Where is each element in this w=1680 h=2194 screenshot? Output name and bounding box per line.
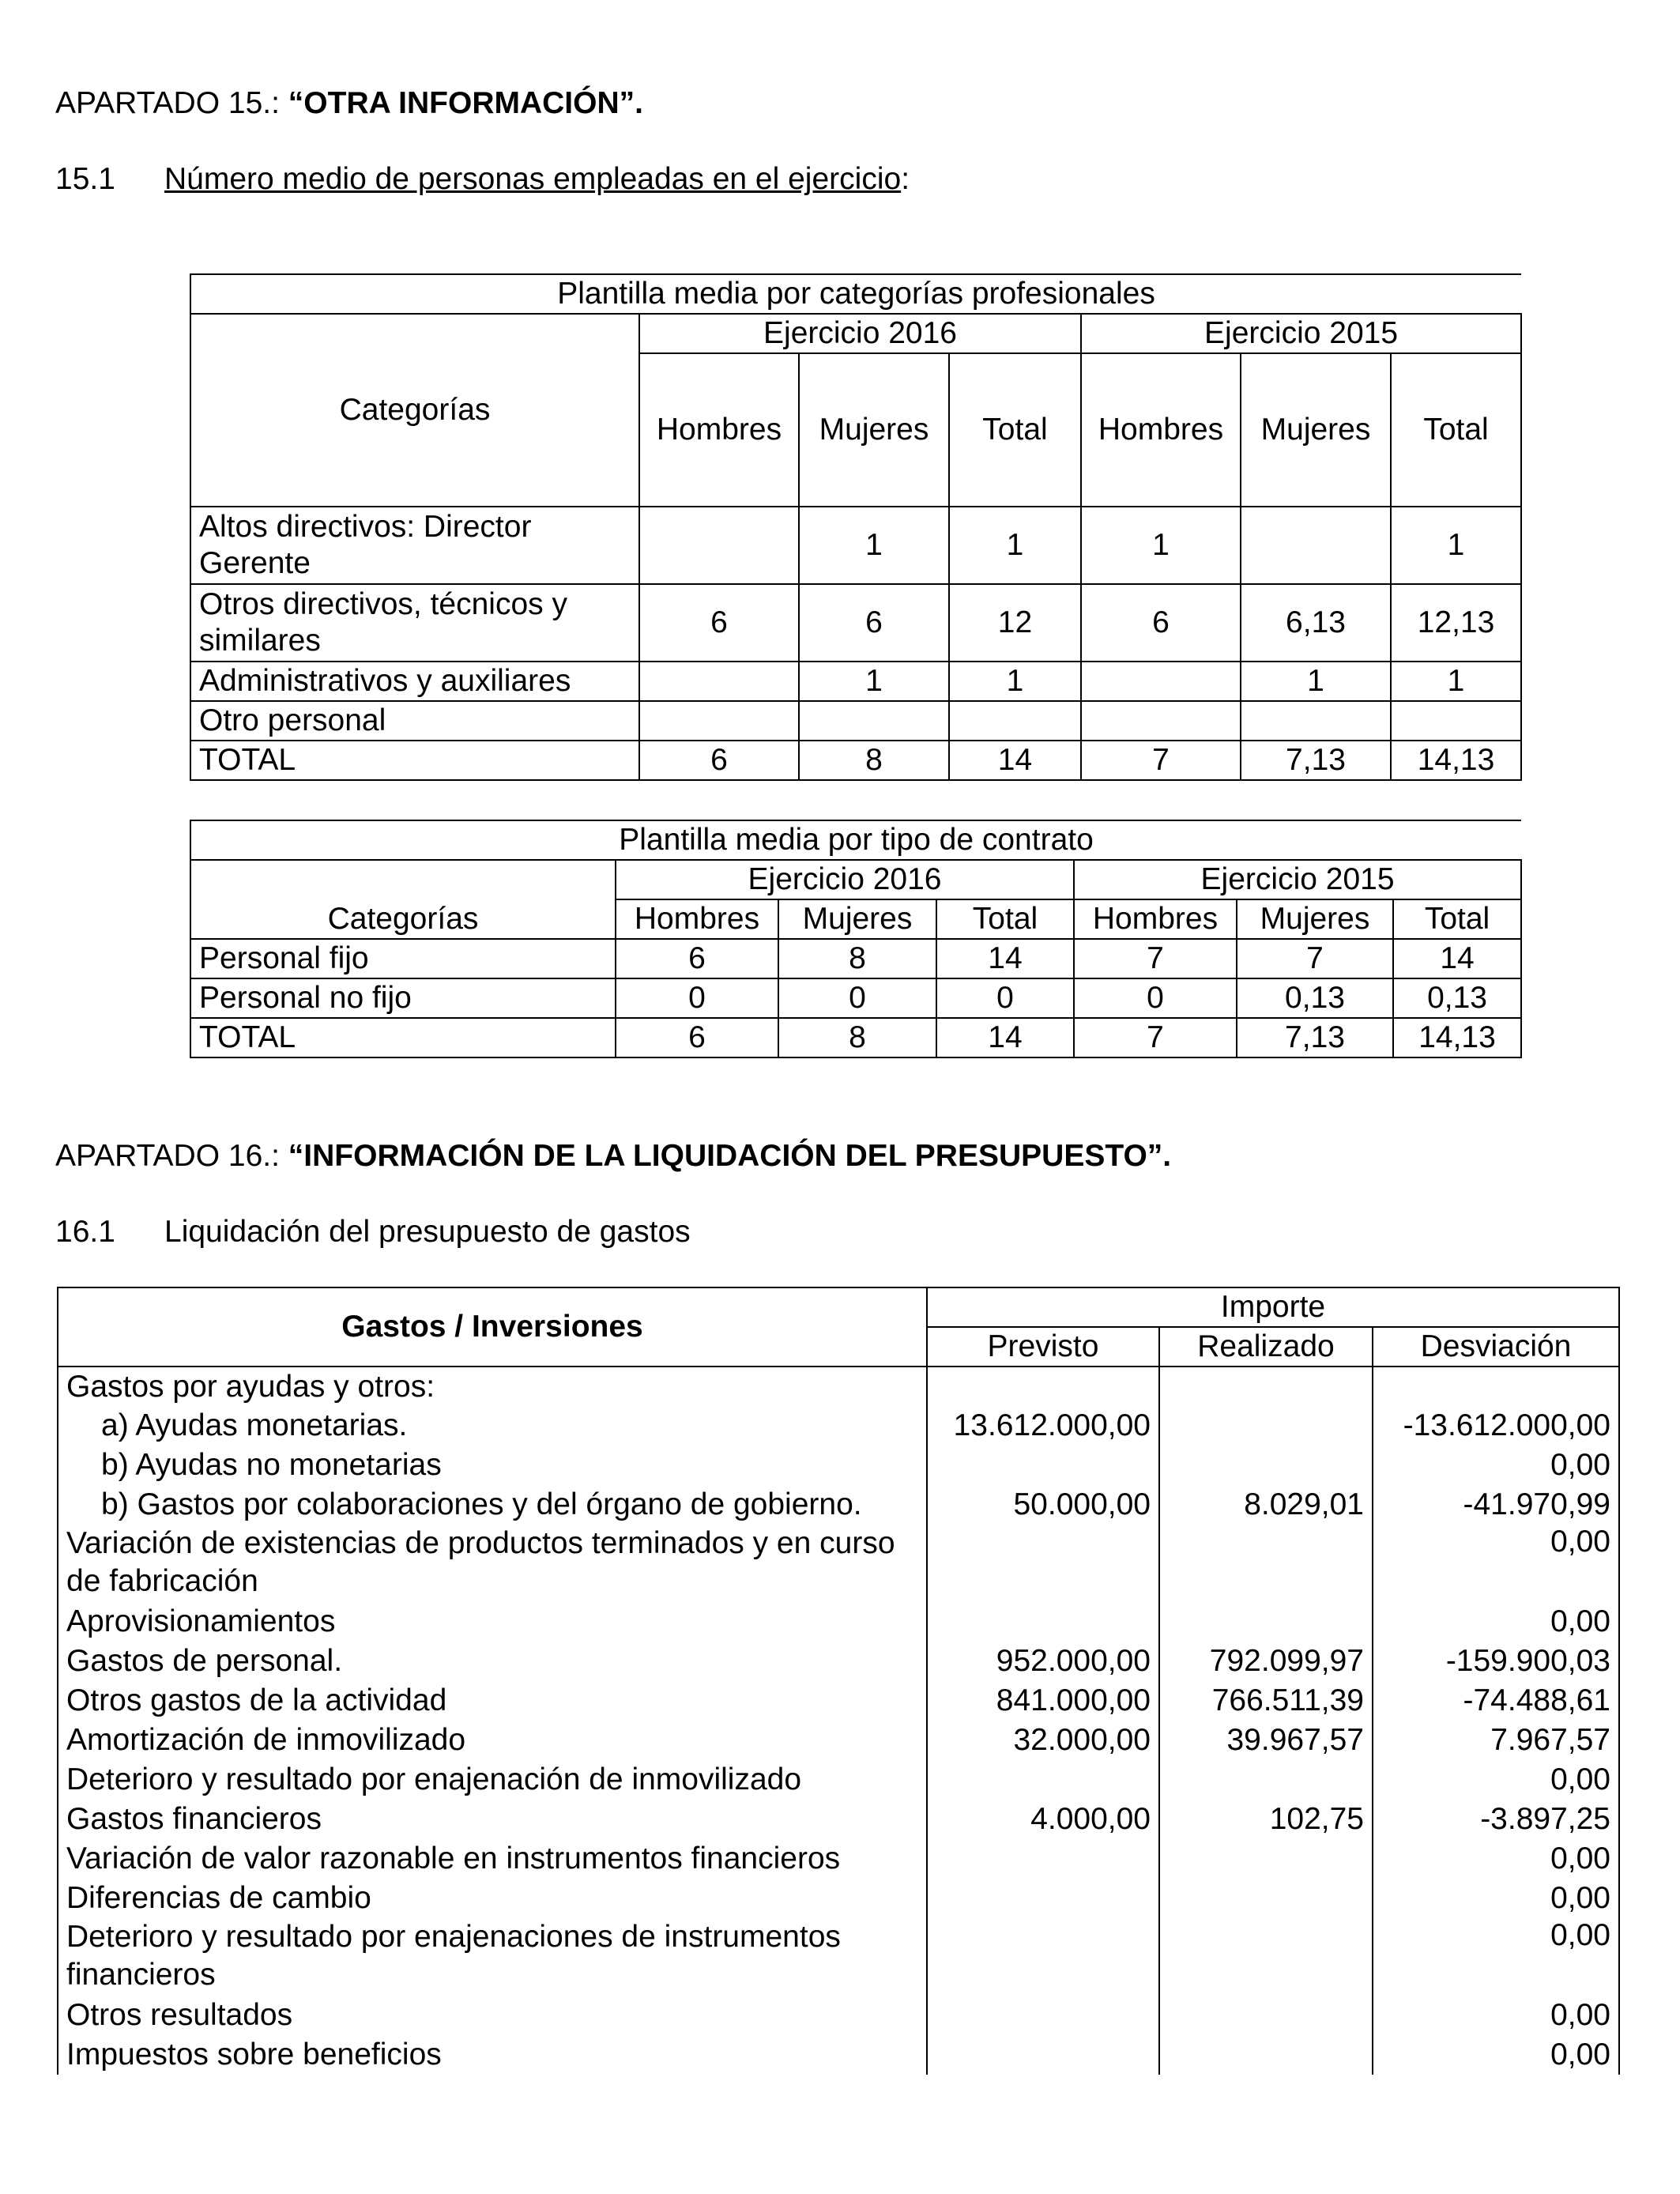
cell <box>949 701 1081 741</box>
cell: 6 <box>639 741 799 780</box>
header-previsto: Previsto <box>927 1327 1159 1367</box>
row-label: Otro personal <box>190 701 639 741</box>
table-row <box>58 1681 1619 1721</box>
table-row-total <box>190 1018 1521 1057</box>
cell: 6 <box>616 939 778 978</box>
cell: 1 <box>1391 507 1521 584</box>
cell: 8 <box>799 741 949 780</box>
row-label: Deterioro y resultado por enajenación de inmovilizado <box>58 1760 927 1800</box>
cell: 7 <box>1081 741 1241 780</box>
row-label: TOTAL <box>190 1018 616 1057</box>
cell-desviacion: 0,00 <box>1373 1918 1619 1996</box>
cell: 7,13 <box>1237 1018 1393 1057</box>
cell-desviacion: 7.967,57 <box>1373 1721 1619 1760</box>
cell: 0 <box>936 978 1074 1018</box>
table-row <box>58 1602 1619 1642</box>
table-row <box>58 1839 1619 1879</box>
cell <box>639 662 799 701</box>
header-year-b: Ejercicio 2015 <box>1081 314 1521 353</box>
cell: 8 <box>778 1018 936 1057</box>
table-categorias <box>190 273 1522 781</box>
cell-desviacion: 0,00 <box>1373 1839 1619 1879</box>
table-gastos <box>57 1287 1620 2075</box>
section15-sub-text: Número medio de personas empleadas en el ejercicio <box>164 162 902 196</box>
header-total: Total <box>949 353 1081 507</box>
header-importe: Importe <box>927 1287 1619 1327</box>
row-label: Diferencias de cambio <box>58 1879 927 1918</box>
table-row <box>58 1800 1619 1839</box>
cell-desviacion: 0,00 <box>1373 1996 1619 2035</box>
row-label: Gastos de personal. <box>58 1642 927 1681</box>
header-year-a: Ejercicio 2016 <box>639 314 1081 353</box>
cell-realizado <box>1159 1996 1373 2035</box>
cell-realizado: 766.511,39 <box>1159 1681 1373 1721</box>
header-total: Total <box>936 899 1074 939</box>
section16-sub-number: 16.1 <box>55 1215 115 1249</box>
table-row <box>58 1879 1619 1918</box>
header-hombres: Hombres <box>639 353 799 507</box>
cell-realizado <box>1159 1602 1373 1642</box>
row-label: Administrativos y auxiliares <box>190 662 639 701</box>
cell-realizado <box>1159 2035 1373 2075</box>
section16-subtitle <box>55 1214 691 1250</box>
cell: 1 <box>949 507 1081 584</box>
table-row <box>190 662 1521 701</box>
cell-desviacion: -41.970,99 <box>1373 1485 1619 1525</box>
header-mujeres: Mujeres <box>1237 899 1393 939</box>
cell-previsto <box>927 1525 1159 1602</box>
cell: 6,13 <box>1241 584 1391 662</box>
section15-sub-number: 15.1 <box>55 162 115 196</box>
header-desviacion: Desviación <box>1373 1327 1619 1367</box>
cell: 1 <box>799 662 949 701</box>
section15-title <box>55 85 643 122</box>
cell <box>1241 507 1391 584</box>
cell-desviacion: -74.488,61 <box>1373 1681 1619 1721</box>
row-label: TOTAL <box>190 741 639 780</box>
cell: 7 <box>1074 1018 1237 1057</box>
row-label: Altos directivos: Director Gerente <box>190 507 639 584</box>
header-blank <box>190 860 616 899</box>
cell: 0,13 <box>1393 978 1521 1018</box>
row-label: Otros resultados <box>58 1996 927 2035</box>
row-label: Gastos financieros <box>58 1800 927 1839</box>
cell-realizado: 39.967,57 <box>1159 1721 1373 1760</box>
cell-previsto <box>927 1367 1159 1406</box>
cell-previsto <box>927 2035 1159 2075</box>
cell <box>1081 701 1241 741</box>
cell-previsto <box>927 1446 1159 1485</box>
table-row <box>58 1525 1619 1602</box>
cell <box>639 701 799 741</box>
cell-desviacion: 0,00 <box>1373 1879 1619 1918</box>
cell: 1 <box>1391 662 1521 701</box>
cell-previsto: 952.000,00 <box>927 1642 1159 1681</box>
header-year-a: Ejercicio 2016 <box>616 860 1074 899</box>
cell: 14 <box>949 741 1081 780</box>
row-label: Aprovisionamientos <box>58 1602 927 1642</box>
header-concepto: Gastos / Inversiones <box>58 1287 927 1367</box>
section15-subtitle <box>55 161 910 198</box>
row-label: b) Gastos por colaboraciones y del órgano de gobierno. <box>58 1485 927 1525</box>
cell: 14 <box>936 1018 1074 1057</box>
header-total: Total <box>1391 353 1521 507</box>
table-row <box>58 1446 1619 1485</box>
row-label: Personal fijo <box>190 939 616 978</box>
cell: 12,13 <box>1391 584 1521 662</box>
section16-title-bold: “INFORMACIÓN DE LA LIQUIDACIÓN DEL PRESUPUESTO”. <box>288 1139 1172 1173</box>
header-categorias: Categorías <box>190 899 616 939</box>
header-total: Total <box>1393 899 1521 939</box>
cell-realizado <box>1159 1839 1373 1879</box>
cell-desviacion: -13.612.000,00 <box>1373 1406 1619 1446</box>
cell-previsto: 841.000,00 <box>927 1681 1159 1721</box>
section16-title <box>55 1138 1171 1174</box>
cell-realizado <box>1159 1879 1373 1918</box>
table-row <box>190 584 1521 662</box>
table-contrato-caption: Plantilla media por tipo de contrato <box>190 820 1521 860</box>
row-label: Otros directivos, técnicos y similares <box>190 584 639 662</box>
header-year-b: Ejercicio 2015 <box>1074 860 1521 899</box>
cell: 1 <box>949 662 1081 701</box>
section15-title-prefix: APARTADO 15.: <box>55 86 288 120</box>
cell-desviacion: 0,00 <box>1373 2035 1619 2075</box>
table-row <box>190 507 1521 584</box>
table-row <box>190 939 1521 978</box>
cell: 1 <box>1241 662 1391 701</box>
header-categorias: Categorías <box>190 314 639 507</box>
cell-desviacion: 0,00 <box>1373 1446 1619 1485</box>
table-row <box>58 1485 1619 1525</box>
cell: 7,13 <box>1241 741 1391 780</box>
row-label: Variación de existencias de productos terminados y en curso de fabricación <box>58 1525 927 1602</box>
table-row <box>58 1760 1619 1800</box>
row-label: Gastos por ayudas y otros: <box>58 1367 927 1406</box>
header-mujeres: Mujeres <box>778 899 936 939</box>
row-label: Variación de valor razonable en instrumentos financieros <box>58 1839 927 1879</box>
cell: 14 <box>936 939 1074 978</box>
cell <box>1081 662 1241 701</box>
cell-previsto <box>927 1602 1159 1642</box>
table-row <box>190 978 1521 1018</box>
cell-realizado <box>1159 1918 1373 1996</box>
cell: 0 <box>616 978 778 1018</box>
table-contrato <box>190 820 1522 1058</box>
cell-previsto <box>927 1918 1159 1996</box>
cell: 6 <box>639 584 799 662</box>
cell-realizado <box>1159 1446 1373 1485</box>
cell-desviacion <box>1373 1367 1619 1406</box>
row-label: a) Ayudas monetarias. <box>58 1406 927 1446</box>
cell-realizado: 102,75 <box>1159 1800 1373 1839</box>
table-categorias-caption: Plantilla media por categorías profesionales <box>190 274 1521 314</box>
cell-realizado: 8.029,01 <box>1159 1485 1373 1525</box>
row-label: Personal no fijo <box>190 978 616 1018</box>
section16-title-prefix: APARTADO 16.: <box>55 1139 288 1173</box>
row-label: b) Ayudas no monetarias <box>58 1446 927 1485</box>
header-mujeres: Mujeres <box>799 353 949 507</box>
cell-realizado <box>1159 1760 1373 1800</box>
table-row <box>58 1406 1619 1446</box>
header-mujeres: Mujeres <box>1241 353 1391 507</box>
header-hombres: Hombres <box>616 899 778 939</box>
section15-title-bold: “OTRA INFORMACIÓN”. <box>288 86 643 120</box>
cell-realizado <box>1159 1525 1373 1602</box>
cell: 6 <box>799 584 949 662</box>
cell <box>799 701 949 741</box>
table-row <box>58 1721 1619 1760</box>
row-label: Deterioro y resultado por enajenaciones de instrumentos financieros <box>58 1918 927 1996</box>
cell: 1 <box>1081 507 1241 584</box>
table-row <box>58 1996 1619 2035</box>
cell-realizado <box>1159 1367 1373 1406</box>
table-row <box>58 2035 1619 2075</box>
cell <box>1241 701 1391 741</box>
cell: 7 <box>1237 939 1393 978</box>
section15-sub-suffix: : <box>901 162 910 196</box>
cell: 1 <box>799 507 949 584</box>
row-label: Amortización de inmovilizado <box>58 1721 927 1760</box>
cell: 6 <box>1081 584 1241 662</box>
section16-sub-text: Liquidación del presupuesto de gastos <box>164 1215 691 1249</box>
table-row <box>58 1367 1619 1406</box>
header-realizado: Realizado <box>1159 1327 1373 1367</box>
cell-previsto: 50.000,00 <box>927 1485 1159 1525</box>
cell-desviacion: 0,00 <box>1373 1602 1619 1642</box>
cell-desviacion: -159.900,03 <box>1373 1642 1619 1681</box>
cell-realizado <box>1159 1406 1373 1446</box>
table-row <box>190 701 1521 741</box>
header-hombres: Hombres <box>1081 353 1241 507</box>
cell: 14,13 <box>1391 741 1521 780</box>
cell-previsto <box>927 1760 1159 1800</box>
cell-previsto: 32.000,00 <box>927 1721 1159 1760</box>
cell <box>1391 701 1521 741</box>
cell-previsto: 13.612.000,00 <box>927 1406 1159 1446</box>
cell: 0,13 <box>1237 978 1393 1018</box>
cell-desviacion: 0,00 <box>1373 1525 1619 1602</box>
cell: 0 <box>778 978 936 1018</box>
cell-desviacion: 0,00 <box>1373 1760 1619 1800</box>
cell-previsto: 4.000,00 <box>927 1800 1159 1839</box>
cell: 6 <box>616 1018 778 1057</box>
header-hombres: Hombres <box>1074 899 1237 939</box>
cell: 14,13 <box>1393 1018 1521 1057</box>
cell-realizado: 792.099,97 <box>1159 1642 1373 1681</box>
row-label: Impuestos sobre beneficios <box>58 2035 927 2075</box>
cell-previsto <box>927 1996 1159 2035</box>
cell: 12 <box>949 584 1081 662</box>
cell: 0 <box>1074 978 1237 1018</box>
cell-previsto <box>927 1839 1159 1879</box>
cell <box>639 507 799 584</box>
cell-desviacion: -3.897,25 <box>1373 1800 1619 1839</box>
cell: 14 <box>1393 939 1521 978</box>
cell: 7 <box>1074 939 1237 978</box>
cell: 8 <box>778 939 936 978</box>
table-row-total <box>190 741 1521 780</box>
row-label: Otros gastos de la actividad <box>58 1681 927 1721</box>
table-row <box>58 1918 1619 1996</box>
cell-previsto <box>927 1879 1159 1918</box>
table-row <box>58 1642 1619 1681</box>
